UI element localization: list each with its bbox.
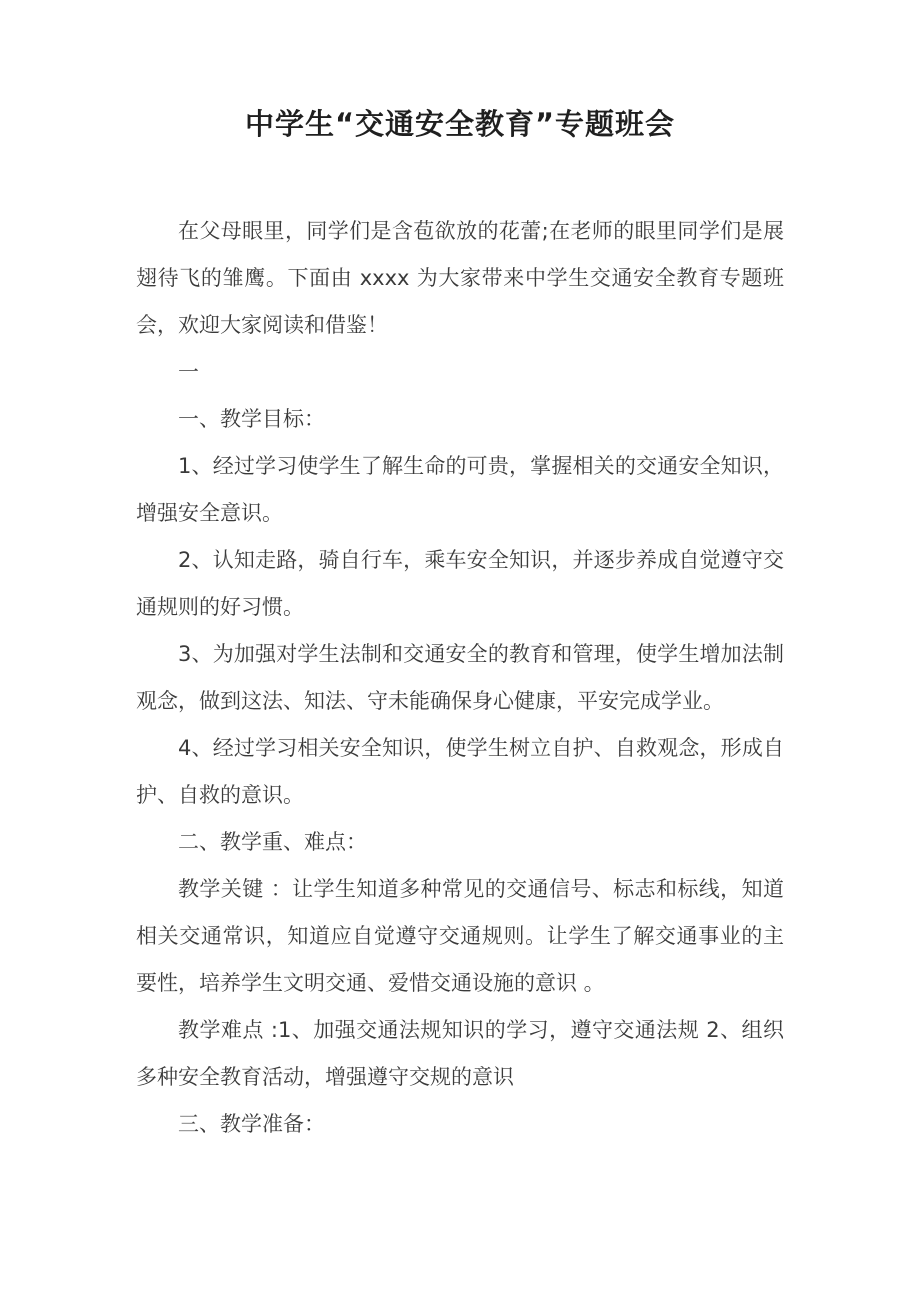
objective-item-3: 3、为加强对学生法制和交通安全的教育和管理，使学生增加法制观念，做到这法、知法、守未能确保身心健康，平安完成学业。 bbox=[136, 642, 784, 713]
intro-paragraph: 在父母眼里，同学们是含苞欲放的花蕾;在老师的眼里同学们是展翅待飞的雏鹰。下面由 xxxx 为大家带来中学生交通安全教育专题班会，欢迎大家阅读和借鉴！ bbox=[136, 219, 784, 337]
dash-line: 一 bbox=[178, 360, 199, 384]
teaching-key-paragraph: 教学关键 ：让学生知道多种常见的交通信号、标志和标线，知道相关交通常识，知道应自觉遵守交通规则。让学生了解交通事业的主要性，培养学生文明交通、爱惜交通设施的意识 。 bbox=[136, 877, 784, 995]
heading-teaching-objectives: 一、教学目标： bbox=[178, 407, 325, 431]
heading-teaching-preparation: 三、教学准备： bbox=[178, 1112, 325, 1136]
objective-item-4: 4、经过学习相关安全知识，使学生树立自护、自救观念，形成自护、自救的意识。 bbox=[136, 736, 784, 807]
teaching-difficulty-paragraph: 教学难点 :1、加强交通法规知识的学习，遵守交通法规 2、组织多种安全教育活动，增强遵守交规的意识 bbox=[136, 1018, 784, 1089]
objective-item-2: 2、认知走路，骑自行车，乘车安全知识，并逐步养成自觉遵守交通规则的好习惯。 bbox=[136, 548, 784, 619]
document-body bbox=[136, 208, 784, 1148]
objective-item-1: 1、经过学习使学生了解生命的可贵，掌握相关的交通安全知识，增强安全意识。 bbox=[136, 454, 784, 525]
heading-key-difficult-points: 二、教学重、难点： bbox=[178, 830, 367, 854]
document-title: 中学生“交通安全教育”专题班会 bbox=[244, 107, 676, 141]
